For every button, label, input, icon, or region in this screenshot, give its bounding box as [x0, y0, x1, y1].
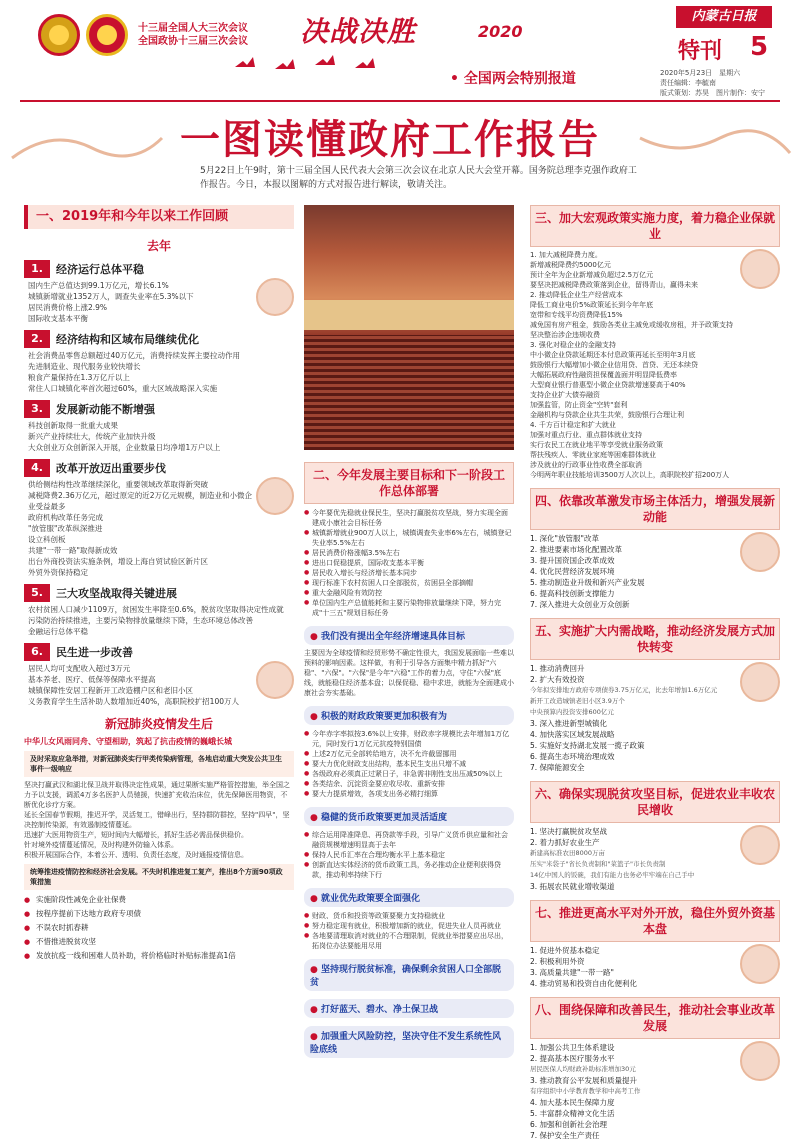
targets-list — [304, 508, 514, 618]
section-4-title: 四、依靠改革激发市场主体活力，增强发展新动能 — [530, 488, 780, 530]
section-3-body: 1. 加大减税降费力度。 新增减税降费约5000亿元 预计全年为企业新增减负超过2.5万亿元 要坚决把减税降费政策落到企业，留得青山，赢得未来 2. 推动降低企业生产经营成本 降低工商业电价5%政策延长到今年年底 宽带和专线平均资费降低15% 减免国有房产租金，鼓励各类业主减免或缓收房租，并予政策支持 坚决整治涉企违规收费 3. 强化对稳企业的金融支持 中小微企业贷款延期还本付息政策再延长至明年3月底 鼓励银行大幅增加小微企业信用贷、首贷、无还本续贷 大幅拓展政府性融资担保覆盖面并明显降低费率 大型商业银行普惠型小微企业贷款增速要高于40% 支持企业扩大债券融资 加强监管，防止资金"空转"套利 金融机构与贷款企业共生共荣，鼓励银行合理让利 4. 千方百计稳定和扩大就业 加强对重点行业、重点群体就业支持 实行农民工在就业地平等享受就业服务政策 帮扶残疾人、零就业家庭等困难群体就业 涉及就业的行政事业性收费全部取消 今明两年职业技能培训3500万人次以上，高职院校扩招200万人 — [530, 251, 733, 479]
list-item: ● 进出口促稳提质，国际收支基本平衡 — [304, 558, 514, 568]
intro-paragraph: 5月22日上午9时，第十三届全国人民代表大会第三次会议在北京人民大会堂开幕。国务院总理李克强作政府工作报告。今日，本报以图解的方式对报告进行解读，敬请关注。 — [200, 166, 637, 190]
section-3-title: 三、加大宏观政策实施力度，着力稳企业保就业 — [530, 205, 780, 247]
list-item: 7. 保障能源安全 — [530, 763, 585, 772]
section-7-title: 七、推进更高水平对外开放，稳住外贸外资基本盘 — [530, 900, 780, 942]
special-issue-label: 特刊 — [678, 39, 723, 64]
list-item: ● 居民消费价格涨幅3.5%左右 — [304, 548, 514, 558]
session-labels — [138, 22, 248, 48]
item-body: 居民人均可支配收入超过3万元 基本养老、医疗、低保等保障水平提高 城镇保障性安居工程新开工改造棚户区和老旧小区 义务教育学生生活补助人数增加近40%，高职院校扩招100万人 — [28, 664, 239, 706]
item-title: 改革开放迈出重要步伐 — [56, 462, 166, 475]
item-title: 发展新动能不断增强 — [56, 403, 155, 416]
covid-body: 坚决打赢武汉和湖北保卫战并取得决定性成果，通过果断实施严格管控措施，举全国之力予以支援，调派4万多名医护人员驰援，快速扩充收治床位，优先保障医用物资，不断优化诊疗方案。 延长全国春节假期，推迟开学，灵活复工，错峰出行，坚持群防群控，坚持"四早"，坚决控制传染源，有效遏制疫情蔓延。 迅速扩大医用物资生产，短时间内大幅增长，抓好生活必需品保供稳价。 针对境外疫情蔓延情况，及时构建外防输入体系。 积极开展国际合作，本着公开、透明、负责任态度，及时通报疫情信息。 — [24, 781, 290, 859]
page-number: 5 — [750, 32, 769, 62]
dove-icon — [230, 55, 440, 75]
last-year-label: 去年 — [146, 239, 171, 253]
review-item-2 — [24, 330, 294, 394]
list-item: ● 实施阶段性减免企业社保费 — [24, 893, 294, 907]
right-column — [530, 205, 780, 1141]
employment-policy-heading: ● 就业优先政策要全面强化 — [304, 888, 514, 907]
list-item: 1. 深化"放管服"改革 — [530, 534, 599, 543]
list-item: 7. 深入推进大众创业万众创新 — [530, 600, 630, 609]
list-item: 3. 推动教育公平发展和质量提升 — [530, 1076, 638, 1085]
item-number: 2. — [24, 330, 50, 348]
session-line-1: 十三届全国人大三次会议 — [138, 23, 248, 34]
list-item: 居民医保人均财政补助标准增加30元 — [530, 1065, 636, 1073]
ship-icon — [740, 944, 780, 984]
list-item: ● 要大力优化财政支出结构，基本民生支出只增不减 — [304, 759, 514, 769]
item-body: 国内生产总值达到99.1万亿元，增长6.1% 城镇新增就业1352万人，调查失业率在5.3%以下 居民消费价格上涨2.9% 国际收支基本平衡 — [28, 281, 194, 323]
item-title: 经济运行总体平稳 — [56, 263, 144, 276]
money-icon — [740, 249, 780, 289]
covid-subtitle: 中华儿女风雨同舟、守望相助，筑起了抗击疫情的巍峨长城 — [24, 737, 232, 746]
list-item: 2. 推进要素市场化配置改革 — [530, 545, 623, 554]
list-item: 压实"米袋子"省长负责制和"菜篮子"市长负责制 — [530, 860, 666, 868]
list-item: ● 居民收入增长与经济增长基本同步 — [304, 568, 514, 578]
list-item: 1. 促进外贸基本稳定 — [530, 946, 600, 955]
list-item: 2. 积极利用外资 — [530, 957, 585, 966]
list-item: ● 重大金融风险有效防控 — [304, 588, 514, 598]
list-item: ● 各类结余、沉淀资金要应收尽收、重新安排 — [304, 779, 514, 789]
list-item: 5. 丰富群众精神文化生活 — [530, 1109, 615, 1118]
date-line: 2020年5月23日 星期六 — [660, 69, 741, 77]
page-title: 一图读懂政府工作报告 — [180, 117, 600, 163]
list-item: 2. 提高基本医疗服务水平 — [530, 1054, 615, 1063]
list-item: 6. 提高生态环境治理成效 — [530, 752, 615, 761]
item-body: 社会消费品零售总额超过40万亿元，消费持续发挥主要拉动作用 先进制造业、现代服务业较快增长 粮食产量保持在1.3万亿斤以上 常住人口城镇化率首次超过60%，重大区域战略深入实施 — [28, 351, 241, 393]
list-item: 新开工改造城镇老旧小区3.9万个 — [530, 697, 625, 705]
list-item: 7. 保护安全生产责任 — [530, 1131, 600, 1140]
covid-section-title: 新冠肺炎疫情发生后 — [104, 717, 213, 731]
list-item: 2. 着力抓好农业生产 — [530, 838, 600, 847]
list-item: 3. 深入推进新型城镇化 — [530, 719, 608, 728]
covid-highlight: 及时采取应急举措，对新冠肺炎实行甲类传染病管理，各地启动重大突发公共卫生事件一级响应 — [24, 751, 294, 777]
item-body: 供给侧结构性改革继续深化，重要领域改革取得新突破 减税降费2.36万亿元，超过原定的近2万亿元规模，制造业和小微企业受益最多 政府机构改革任务完成 "放管服"改革纵深推进 设立科创板 共建"一带一路"取得新成效 出台外商投资法实施条例，增设上海自贸试验区新片区 外贸外资保持稳定 — [28, 480, 252, 577]
review-item-3 — [24, 400, 294, 453]
issue-meta — [660, 68, 790, 98]
gear-icon — [740, 532, 780, 572]
list-item: ● 综合运用降准降息、再贷款等手段，引导广义货币供应量和社会融资规模增速明显高于去年 — [304, 830, 514, 850]
list-item: ● 今年要优先稳就业保民生，坚决打赢脱贫攻坚战，努力实现全面建成小康社会目标任务 — [304, 508, 514, 528]
list-item: ● 单位国内生产总值能耗和主要污染物排放量继续下降，努力完成"十三五"规划目标任务 — [304, 598, 514, 618]
banner-title: 决战决胜 — [300, 15, 417, 48]
cart-icon — [740, 662, 780, 702]
editor-line: 责任编辑：李毓南 — [660, 79, 716, 87]
list-item: 14亿中国人的饭碗，我们有能力也务必牢牢端在自己手中 — [530, 871, 695, 879]
list-item: 1. 推动消费回升 — [530, 664, 585, 673]
list-item: ● 城镇新增就业900万人以上，城镇调查失业率6%左右，城镇登记失业率5.5%左右 — [304, 528, 514, 548]
environment-tag: ● 打好蓝天、碧水、净土保卫战 — [304, 999, 514, 1018]
review-item-5 — [24, 584, 294, 637]
list-item: 5. 推动制造业升级和新兴产业发展 — [530, 578, 645, 587]
masthead — [0, 0, 800, 100]
list-item: 6. 加强和创新社会治理 — [530, 1120, 608, 1129]
newspaper-logo: 内蒙古日报 — [676, 6, 772, 28]
header-divider — [20, 100, 780, 102]
list-item: ● 努力稳定现有就业，积极增加新的就业，促进失业人员再就业 — [304, 921, 514, 931]
list-item: ● 保持人民币汇率在合理均衡水平上基本稳定 — [304, 850, 514, 860]
review-item-6 — [24, 643, 294, 707]
item-number: 4. — [24, 459, 50, 477]
measures-list — [24, 893, 294, 963]
monetary-policy-heading: ● 稳健的货币政策要更加灵活适度 — [304, 807, 514, 826]
list-item: ● 发放抗疫一线和困难人员补助，将价格临时补贴标准提高1倍 — [24, 949, 294, 963]
list-item: ● 上述2万亿元全部转给地方，决不允许截留挪用 — [304, 749, 514, 759]
list-item: 有序组织中小学教育教学和中高考工作 — [530, 1087, 641, 1095]
great-wall-decoration — [12, 118, 162, 168]
monetary-policy-list — [304, 830, 514, 880]
no-growth-target-text: 主要因为全球疫情和经贸形势不确定性很大，我国发展面临一些难以预料的影响因素。这样做，有利于引导各方面集中精力抓好"六稳"、"六保"。"六保"是今年"六稳"工作的着力点，守住"六保"底线，就能稳住经济基本盘；以保促稳、稳中求进，就能为全面建成小康社会夯实基础。 — [304, 649, 514, 697]
list-item: 新建高标准农田8000万亩 — [530, 849, 606, 857]
item-number: 5. — [24, 584, 50, 602]
wheat-icon — [740, 825, 780, 865]
banner-year: 2020 — [478, 22, 523, 41]
great-wall-decoration-right — [640, 118, 790, 168]
list-item: 中央预算内投资安排600亿元 — [530, 708, 614, 716]
list-item: ● 按程序提前下达地方政府专项债 — [24, 907, 294, 921]
list-item: 3. 拓展农民就业增收渠道 — [530, 882, 615, 891]
section-2-title: 二、今年发展主要目标和下一阶段工作总体部署 — [304, 462, 514, 504]
fiscal-policy-heading: ● 积极的财政政策要更加积极有为 — [304, 706, 514, 725]
special-report-label: • 全国两会特别报道 — [450, 71, 576, 87]
list-item: ● 今年赤字率拟按3.6%以上安排，财政赤字规模比去年增加1万亿元，同时发行1万亿元抗疫特别国债 — [304, 729, 514, 749]
design-line: 版式策划：苏昊 图片制作：安宁 — [660, 89, 765, 97]
review-item-4 — [24, 459, 294, 578]
list-item: 1. 加强公共卫生体系建设 — [530, 1043, 615, 1052]
session-line-2: 全国政协十三届三次会议 — [138, 36, 248, 47]
item-title: 民生进一步改善 — [56, 646, 133, 659]
item-body: 科技创新取得一批重大成果 新兴产业持续壮大，传统产业加快升级 大众创业万众创新深入开展，企业数量日均净增1万户以上 — [28, 421, 221, 452]
list-item: 6. 提高科技创新支撑能力 — [530, 589, 615, 598]
item-title: 三大攻坚战取得关键进展 — [56, 587, 177, 600]
risk-tag: ● 加强重大风险防控，坚决守住不发生系统性风险底线 — [304, 1026, 514, 1058]
middle-column — [304, 205, 514, 1058]
poverty-tag: ● 坚持现行脱贫标准，确保剩余贫困人口全部脱贫 — [304, 959, 514, 991]
item-body: 农村贫困人口减少1109万，贫困发生率降至0.6%，脱贫攻坚取得决定性成就 污染防治持续推进，主要污染物排放量继续下降，生态环境总体改善 金融运行总体平稳 — [28, 605, 284, 636]
list-item: 4. 推动贸易和投资自由化便利化 — [530, 979, 638, 988]
section-6-title: 六、确保实现脱贫攻坚目标，促进农业丰收农民增收 — [530, 781, 780, 823]
list-item: ● 要大力提质增效，各项支出务必精打细算 — [304, 789, 514, 799]
no-growth-target-heading: ● 我们没有提出全年经济增速具体目标 — [304, 626, 514, 645]
family-icon — [740, 1041, 780, 1081]
great-hall-photo — [304, 205, 514, 450]
list-item: 4. 优化民营经济发展环境 — [530, 567, 615, 576]
list-item: 今年拟安排地方政府专项债券3.75万亿元，比去年增加1.6万亿元 — [530, 686, 718, 694]
list-item: 2. 扩大有效投资 — [530, 675, 585, 684]
list-item: 4. 加大基本民生保障力度 — [530, 1098, 615, 1107]
list-item: ● 财政、货币和投资等政策要聚力支持稳就业 — [304, 911, 514, 921]
list-item: ● 不惜推进脱贫攻坚 — [24, 935, 294, 949]
section-8-title: 八、围绕保障和改善民生，推动社会事业改革发展 — [530, 997, 780, 1039]
people-icon — [256, 661, 294, 699]
list-item: ● 不误农时抓春耕 — [24, 921, 294, 935]
section-5-title: 五、实施扩大内需战略，推动经济发展方式加快转变 — [530, 618, 780, 660]
list-item: ● 各级政府必须真正过紧日子，非急需非刚性支出压减50%以上 — [304, 769, 514, 779]
list-item: 1. 坚决打赢脱贫攻坚战 — [530, 827, 608, 836]
national-emblem-icon — [38, 14, 80, 56]
left-column — [24, 205, 294, 963]
employment-policy-list — [304, 911, 514, 951]
coin-icon — [256, 278, 294, 316]
item-number: 1. — [24, 260, 50, 278]
list-item: 5. 实施好支持湖北发展一揽子政策 — [530, 741, 645, 750]
list-item: ● 创新直达实体经济的货币政策工具，务必推动企业便利获得贷款，推动利率持续下行 — [304, 860, 514, 880]
list-item: 4. 加快落实区域发展战略 — [530, 730, 615, 739]
section-1-title: 一、2019年和今年以来工作回顾 — [24, 205, 294, 229]
fiscal-policy-list — [304, 729, 514, 799]
covid-highlight-2: 统筹推进疫情防控和经济社会发展。不失时机推进复工复产，推出8个方面90项政策措施 — [24, 864, 294, 890]
item-number: 6. — [24, 643, 50, 661]
item-number: 3. — [24, 400, 50, 418]
cppcc-emblem-icon — [86, 14, 128, 56]
review-item-1 — [24, 260, 294, 324]
list-item: ● 各地要清理取消对就业的不合理限制，促就业举措要应出尽出，拓岗位办法要能用尽用 — [304, 931, 514, 951]
pen-icon — [256, 477, 294, 515]
list-item: 3. 提升国资国企改革成效 — [530, 556, 615, 565]
list-item: 3. 高质量共建"一带一路" — [530, 968, 614, 977]
item-title: 经济结构和区域布局继续优化 — [56, 333, 199, 346]
list-item: ● 现行标准下农村贫困人口全部脱贫，贫困县全部摘帽 — [304, 578, 514, 588]
